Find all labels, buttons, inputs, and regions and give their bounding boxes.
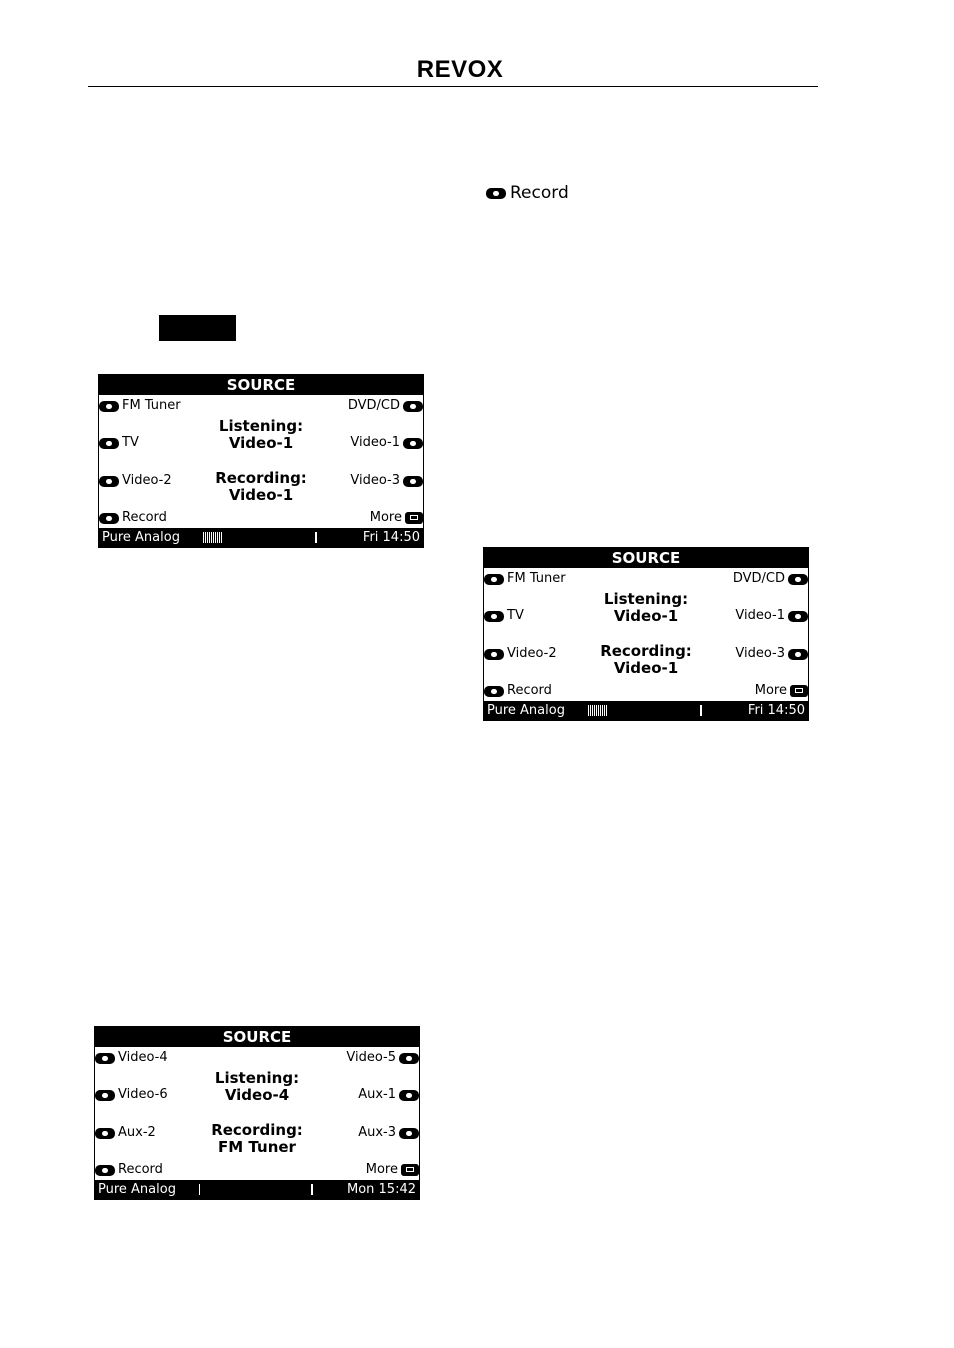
listening-value: Video-1 bbox=[228, 434, 294, 452]
status-mode: Pure Analog bbox=[102, 530, 180, 545]
more-icon bbox=[405, 512, 423, 524]
highlight-block bbox=[159, 315, 236, 341]
softkey-label: Aux-3 bbox=[358, 1125, 396, 1140]
softkey-more[interactable] bbox=[366, 1163, 419, 1177]
level-bar bbox=[594, 705, 595, 716]
level-bar bbox=[213, 532, 214, 543]
recording-label: Recording: bbox=[600, 642, 692, 660]
softkey-button-icon bbox=[95, 1053, 115, 1064]
record-hint bbox=[486, 183, 569, 203]
source-screen bbox=[98, 374, 424, 548]
softkey-left-4[interactable] bbox=[484, 684, 552, 698]
level-marker bbox=[311, 1184, 313, 1195]
screen-title: SOURCE bbox=[484, 548, 808, 568]
softkey-label: Video-1 bbox=[350, 435, 400, 450]
level-bar bbox=[606, 705, 607, 716]
listening-value: Video-4 bbox=[224, 1086, 290, 1104]
softkey-button-icon bbox=[484, 574, 504, 585]
softkey-label: Video-3 bbox=[735, 646, 785, 661]
softkey-label: Video-1 bbox=[735, 608, 785, 623]
level-bar bbox=[211, 532, 212, 543]
softkey-label: Aux-1 bbox=[358, 1087, 396, 1102]
softkey-label: TV bbox=[507, 608, 524, 623]
softkey-label: Aux-2 bbox=[118, 1125, 156, 1140]
level-marker bbox=[700, 705, 702, 716]
softkey-label: Video-3 bbox=[350, 473, 400, 488]
recording-value: Video-1 bbox=[613, 659, 679, 677]
softkey-label: Video-5 bbox=[346, 1050, 396, 1065]
softkey-label: Record bbox=[507, 683, 552, 698]
softkey-left-1[interactable] bbox=[95, 1051, 168, 1065]
softkey-button-icon bbox=[99, 513, 119, 524]
softkey-more[interactable] bbox=[755, 684, 808, 698]
softkey-label: More bbox=[365, 1162, 398, 1177]
softkey-right-1[interactable] bbox=[733, 572, 808, 586]
softkey-more[interactable] bbox=[370, 511, 423, 525]
header-rule bbox=[88, 86, 818, 87]
softkey-label: DVD/CD bbox=[347, 398, 400, 413]
recording-value: Video-1 bbox=[228, 486, 294, 504]
softkey-label: More bbox=[754, 683, 787, 698]
level-bar bbox=[590, 705, 591, 716]
level-meter bbox=[203, 532, 222, 543]
level-bar bbox=[207, 532, 208, 543]
softkey-button-icon bbox=[788, 574, 808, 585]
screen-title: SOURCE bbox=[95, 1027, 419, 1047]
recording-label: Recording: bbox=[211, 1121, 303, 1139]
softkey-label: Video-2 bbox=[507, 646, 557, 661]
softkey-label: Video-2 bbox=[122, 473, 172, 488]
status-clock: Mon 15:42 bbox=[346, 1182, 416, 1197]
record-hint-label: Record bbox=[510, 183, 569, 203]
softkey-button-icon bbox=[95, 1165, 115, 1176]
softkey-label: FM Tuner bbox=[122, 398, 181, 413]
status-clock: Fri 14:50 bbox=[747, 703, 805, 718]
status-bar bbox=[95, 1180, 419, 1199]
recording-label: Recording: bbox=[215, 469, 307, 487]
softkey-button-icon bbox=[486, 188, 506, 199]
softkey-label: More bbox=[369, 510, 402, 525]
more-icon bbox=[401, 1164, 419, 1176]
level-bar bbox=[215, 532, 216, 543]
level-meter bbox=[199, 1184, 200, 1195]
softkey-button-icon bbox=[484, 686, 504, 697]
softkey-left-1[interactable] bbox=[484, 572, 566, 586]
softkey-label: TV bbox=[122, 435, 139, 450]
softkey-button-icon bbox=[403, 401, 423, 412]
level-bar bbox=[209, 532, 210, 543]
softkey-left-1[interactable] bbox=[99, 399, 181, 413]
level-marker bbox=[315, 532, 317, 543]
status-bar bbox=[484, 701, 808, 720]
softkey-label: Record bbox=[118, 1162, 163, 1177]
level-meter bbox=[588, 705, 607, 716]
revox-logo: REVOX bbox=[416, 56, 504, 83]
level-bar bbox=[203, 532, 204, 543]
source-screen bbox=[483, 547, 809, 721]
listening-label: Listening: bbox=[603, 590, 689, 608]
softkey-right-1[interactable] bbox=[348, 399, 423, 413]
softkey-label: FM Tuner bbox=[507, 571, 566, 586]
source-screen bbox=[94, 1026, 420, 1200]
recording-value: FM Tuner bbox=[218, 1138, 296, 1156]
more-icon bbox=[790, 685, 808, 697]
softkey-button-icon bbox=[399, 1053, 419, 1064]
softkey-left-4[interactable] bbox=[99, 511, 167, 525]
softkey-button-icon bbox=[99, 401, 119, 412]
softkey-label: DVD/CD bbox=[732, 571, 785, 586]
level-bar bbox=[199, 1184, 200, 1195]
screen-title: SOURCE bbox=[99, 375, 423, 395]
level-bar bbox=[221, 532, 222, 543]
level-bar bbox=[602, 705, 603, 716]
listening-value: Video-1 bbox=[613, 607, 679, 625]
status-mode: Pure Analog bbox=[487, 703, 565, 718]
softkey-left-4[interactable] bbox=[95, 1163, 163, 1177]
softkey-label: Video-4 bbox=[118, 1050, 168, 1065]
level-bar bbox=[592, 705, 593, 716]
level-bar bbox=[219, 532, 220, 543]
level-bar bbox=[596, 705, 597, 716]
level-bar bbox=[604, 705, 605, 716]
softkey-right-1[interactable] bbox=[346, 1051, 419, 1065]
level-bar bbox=[205, 532, 206, 543]
status-clock: Fri 14:50 bbox=[362, 530, 420, 545]
level-bar bbox=[598, 705, 599, 716]
level-bar bbox=[217, 532, 218, 543]
status-bar bbox=[99, 528, 423, 547]
softkey-label: Video-6 bbox=[118, 1087, 168, 1102]
listening-label: Listening: bbox=[218, 417, 304, 435]
listening-label: Listening: bbox=[214, 1069, 300, 1087]
level-bar bbox=[588, 705, 589, 716]
status-mode: Pure Analog bbox=[98, 1182, 176, 1197]
level-bar bbox=[600, 705, 601, 716]
softkey-label: Record bbox=[122, 510, 167, 525]
